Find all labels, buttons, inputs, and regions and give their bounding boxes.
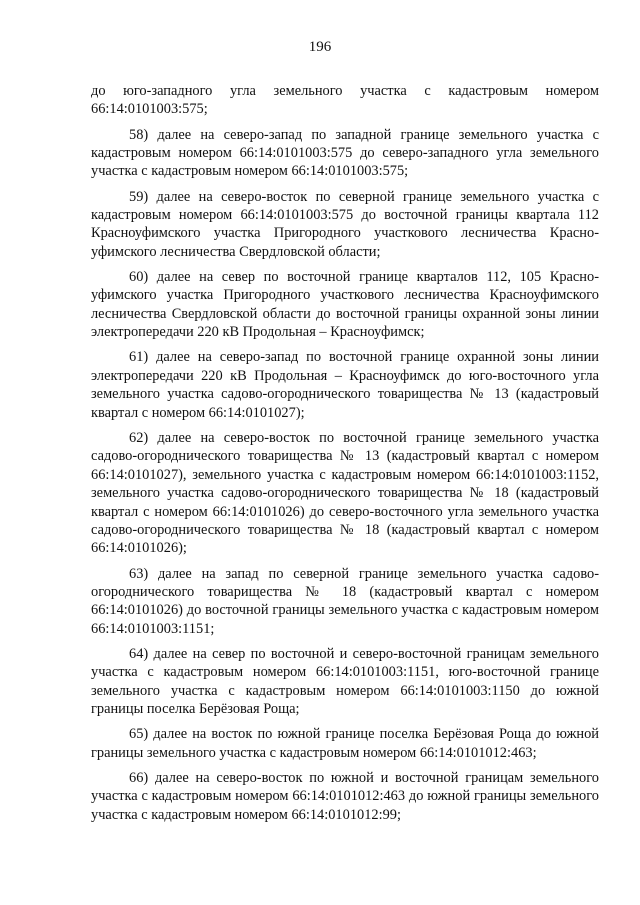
paragraph-66: 66) далее на северо-восток по южной и восточной границам земельного участка с кадастровым номером 66:14:0101012:463 до южной границы земельного участка с кадастровым номером 66:14:0101012:99; bbox=[91, 769, 599, 823]
paragraph-65: 65) далее на восток по южной границе поселка Берёзовая Роща до южной границы земельного участка с кадастровым номером 66:14:0101012:463; bbox=[91, 726, 599, 761]
page-number: 196 bbox=[308, 39, 332, 55]
paragraph-60: 60) далее на север по восточной границе кварталов 112, 105 Красноуфимского участка Пригородного участкового лесничества Красноуфимского лесничества Свердловской области до восточной границы охранной зоны линии электропередачи 220 кВ Продольная – Красноуфимск; bbox=[91, 269, 599, 341]
paragraph-58: 58) далее на северо-запад по западной границе земельного участка с кадастровым номером 66:14:0101003:575 до северо-западного угла земельного участка с кадастровым номером 66:14:0101003:575; bbox=[91, 126, 599, 180]
document-body bbox=[91, 82, 599, 831]
paragraph-62: 62) далее на северо-восток по восточной границе земельного участка садово-огороднического товарищества № 13 (кадастровый квартал с номером 66:14:0101027), земельного участка с кадастровым номером 66:14:0101003:1152, земельного участка садово-огороднического товарищества № 18 (кадастровый квартал с номером 66:14:0101026) до северо-восточного угла земельного участка садово-огороднического товарищества № 18 (кадастровый квартал с номером 66:14:0101026); bbox=[91, 429, 599, 557]
paragraph-59: 59) далее на северо-восток по северной границе земельного участка с кадастровым номером 66:14:0101003:575 до восточной границы квартала 112 Красноуфимского участка Пригородного участкового лесничества Красноуфимского лесничества Свердловской области; bbox=[91, 188, 599, 260]
paragraph-61: 61) далее на северо-запад по восточной границе охранной зоны линии электропередачи 220 кВ Продольная – Красноуфимск до юго-восточного угла земельного участка садово-огороднического товарищества № 13 (кадастровый квартал с номером 66:14:0101027); bbox=[91, 349, 599, 421]
paragraph-64: 64) далее на север по восточной и северо-восточной границам земельного участка с кадастровым номером 66:14:0101003:1151, юго-восточной границе земельного участка с кадастровым номером 66:14:0101003:1150 до южной границы поселка Берёзовая Роща; bbox=[91, 645, 599, 718]
paragraph-63: 63) далее на запад по северной границе земельного участка садово-огороднического товарищества № 18 (кадастровый квартал с номером 66:14:0101026) до восточной границы земельного участка с кадастровым номером 66:14:0101003:1151; bbox=[91, 565, 599, 637]
paragraph-continuation: до юго-западного угла земельного участка с кадастровым номером 66:14:0101003:575; bbox=[91, 83, 599, 118]
